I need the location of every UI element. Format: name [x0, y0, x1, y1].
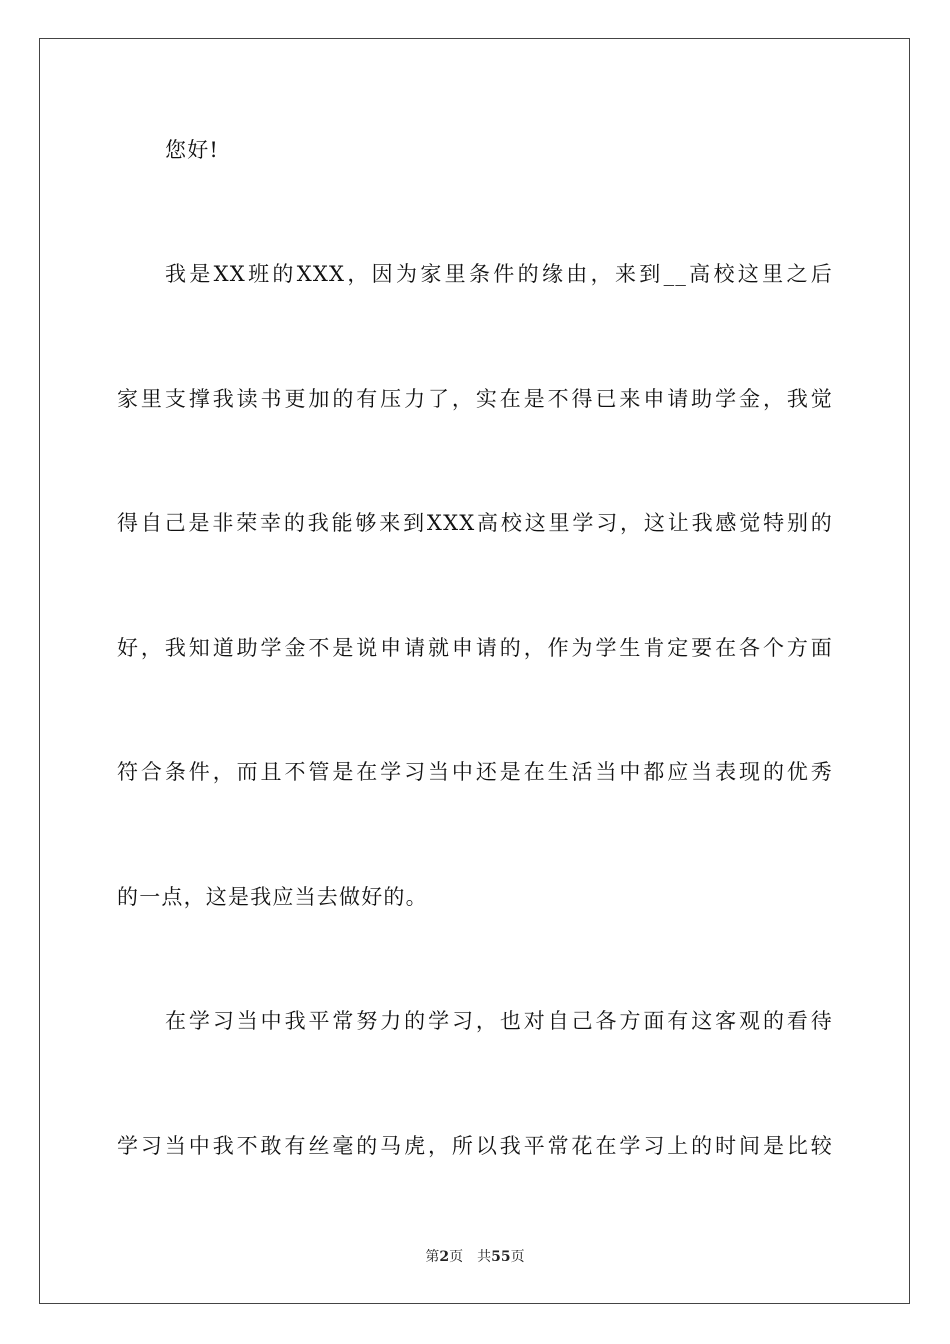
paragraph-1-line-4: 好，我知道助学金不是说申请就申请的，作为学生肯定要在各个方面 [117, 636, 833, 660]
paragraph-1-line-5: 符合条件，而且不管是在学习当中还是在生活当中都应当表现的优秀 [117, 760, 833, 784]
paragraph-1-line-2: 家里支撑我读书更加的有压力了，实在是不得已来申请助学金，我觉 [117, 387, 833, 411]
page-border [39, 38, 910, 1304]
paragraph-2-line-1: 在学习当中我平常努力的学习，也对自己各方面有这客观的看待 [165, 1009, 833, 1033]
paragraph-1-line-1: 我是XX班的XXX，因为家里条件的缘由，来到__高校这里之后 [165, 262, 833, 286]
footer-total-prefix: 共 [477, 1249, 492, 1265]
footer-page-suffix: 页 [449, 1249, 464, 1265]
footer-total-suffix: 页 [510, 1249, 525, 1265]
footer-total-pages: 55 [491, 1249, 511, 1265]
paragraph-2-line-2: 学习当中我不敢有丝毫的马虎，所以我平常花在学习上的时间是比较 [117, 1134, 833, 1158]
greeting-line: 您好! [165, 138, 220, 162]
paragraph-1-line-6: 的一点，这是我应当去做好的。 [117, 885, 428, 909]
footer-page-number: 2 [439, 1249, 450, 1265]
footer-page-prefix: 第 [425, 1249, 440, 1265]
page-footer [0, 1247, 950, 1267]
paragraph-1-line-3: 得自己是非荣幸的我能够来到XXX高校这里学习，这让我感觉特别的 [117, 511, 833, 535]
